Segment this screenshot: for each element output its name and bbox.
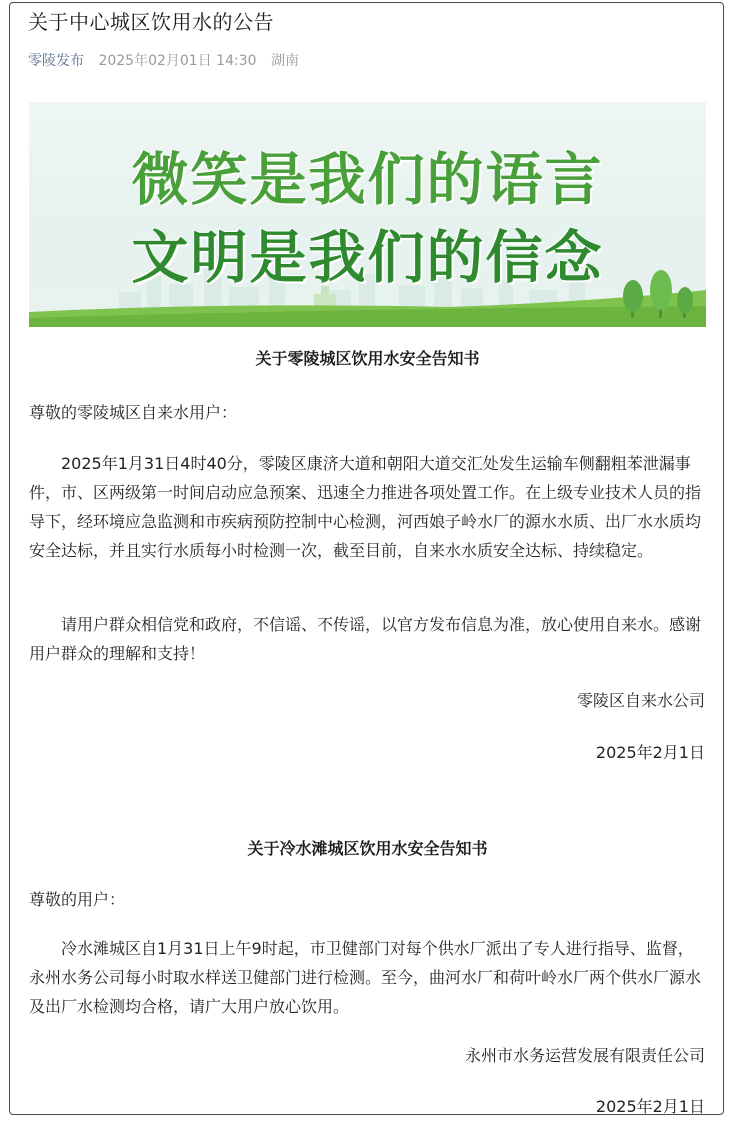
notice2-heading: 关于冷水滩城区饮用水安全告知书 (247, 839, 488, 858)
banner-slogan-line1: 微笑是我们的语言 (131, 147, 604, 213)
publish-location: 湖南 (270, 53, 299, 69)
notice1-greeting: 尊敬的零陵城区自来水用户： (29, 403, 238, 422)
notice2-paragraph1: 冷水滩城区自1月31日上午9时起，市卫健部门对每个供水厂派出了专人进行指导、监督，永州水务公司每小时取水样送卫健部门进行检测。至今，曲河水厂和荷叶岭水厂两个供水厂源水及出厂水检测均合格，请广大用户放心饮用。 (29, 939, 702, 1016)
notice2-date: 2025年2月1日 (595, 1097, 705, 1116)
notice2-signature: 永州市水务运营发展有限责任公司 (464, 1046, 705, 1065)
banner-image (29, 102, 706, 327)
notice2-greeting: 尊敬的用户： (29, 890, 126, 909)
banner-slogan-line2: 文明是我们的信念 (131, 225, 604, 291)
article-title: 关于中心城区饮用水的公告 (28, 10, 274, 34)
notice1-paragraph2: 请用户群众相信党和政府，不信谣、不传谣，以官方发布信息为准，放心使用自来水。感谢用户群众的理解和支持！ (29, 615, 702, 663)
notice1-date: 2025年2月1日 (595, 743, 705, 762)
account-name-link[interactable]: 零陵发布 (28, 53, 84, 69)
notice1-heading: 关于零陵城区饮用水安全告知书 (255, 349, 480, 368)
publish-time: 2025年02月01日 14:30 (98, 53, 257, 69)
notice1-paragraph1: 2025年1月31日4时40分，零陵区康济大道和朝阳大道交汇处发生运输车侧翻粗苯泄漏事件，市、区两级第一时间启动应急预案、迅速全力推进各项处置工作。在上级专业技术人员的指导下，经环境应急监测和市疾病预防控制中心检测，河西娘子岭水厂的源水水质、出厂水水质均安全达标，并且实行水质每小时检测一次，截至目前，自来水水质安全达标、持续稳定。 (29, 454, 702, 560)
article-meta (28, 50, 299, 70)
notice1-signature: 零陵区自来水公司 (576, 691, 705, 710)
